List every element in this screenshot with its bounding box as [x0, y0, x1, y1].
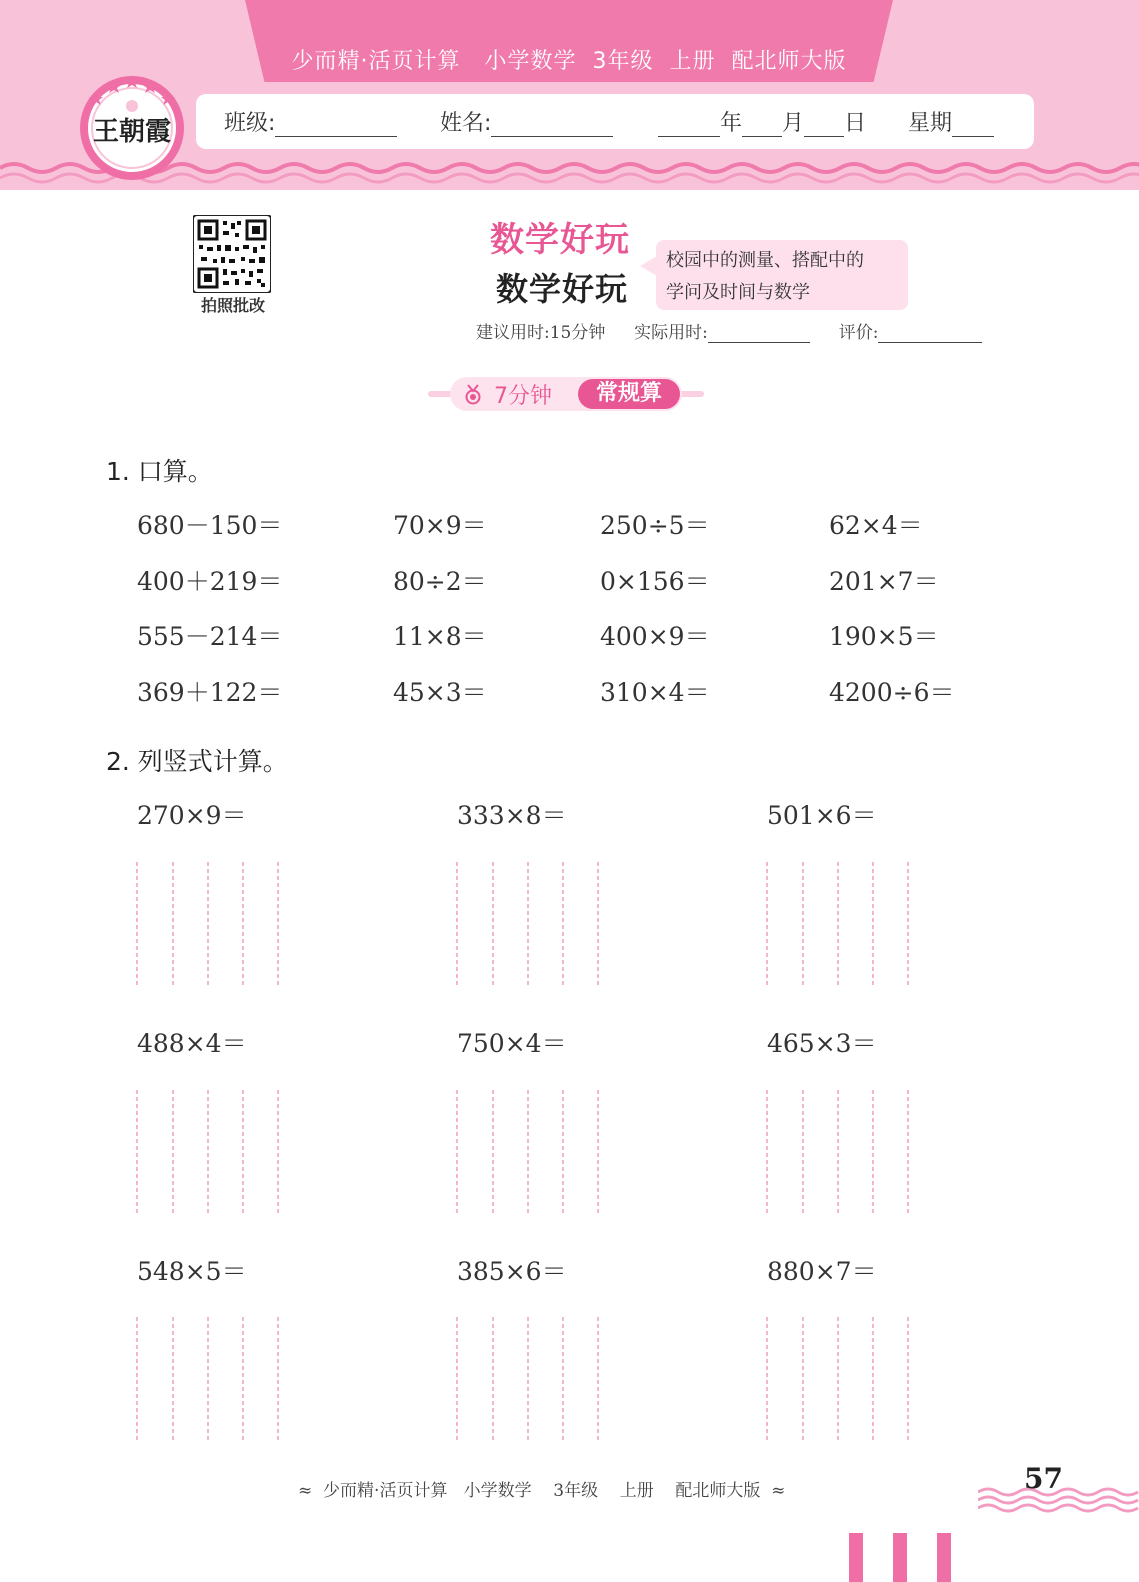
brand-logo [76, 70, 188, 182]
month-blank[interactable] [742, 114, 782, 137]
suggested-time: 建议用时:15分钟 [476, 323, 606, 343]
logo-text: 王朝霞 [92, 117, 172, 147]
timer-duration: 7分钟 [494, 384, 552, 409]
name-label: 姓名: [440, 111, 492, 136]
work-area-grid[interactable] [763, 1317, 913, 1441]
work-area-grid[interactable] [763, 1090, 913, 1214]
work-area-grid[interactable] [133, 1317, 283, 1441]
vertical-problem: 750×4＝ [457, 1029, 567, 1058]
oral-problem: 201×7＝ [829, 567, 939, 596]
oral-problem: 80÷2＝ [393, 567, 487, 596]
work-area-grid[interactable] [453, 1317, 603, 1441]
qr-caption: 拍照批改 [200, 296, 265, 315]
day-blank[interactable] [804, 114, 844, 137]
edge-tab-bar [893, 1533, 907, 1582]
month-label: 月 [782, 111, 805, 136]
topic-box-pointer [640, 256, 657, 276]
day-label: 日 [844, 111, 867, 136]
oral-problem: 4200÷6＝ [829, 678, 955, 707]
class-blank[interactable] [275, 114, 397, 137]
footer-series-text: ≈ 少而精·活页计算 小学数学 3年级 上册 配北师大版 ≈ [298, 1481, 786, 1501]
name-field[interactable] [440, 106, 613, 137]
topic-line-1: 校园中的测量、搭配中的 [666, 250, 864, 271]
work-area-grid[interactable] [453, 862, 603, 986]
qr-code[interactable] [193, 215, 271, 293]
oral-problem: 11×8＝ [393, 622, 487, 651]
oral-problem: 70×9＝ [393, 511, 487, 540]
work-area-grid[interactable] [133, 1090, 283, 1214]
vertical-problem: 385×6＝ [457, 1257, 567, 1286]
medal-icon [462, 383, 484, 405]
weekday-label: 星期 [908, 111, 953, 136]
oral-problem: 0×156＝ [600, 567, 710, 596]
work-area-grid[interactable] [453, 1090, 603, 1214]
date-field[interactable] [658, 106, 866, 137]
topic-line-2: 学问及时间与数学 [666, 282, 810, 303]
time-info [476, 318, 982, 343]
vertical-problem: 333×8＝ [457, 801, 567, 830]
vertical-problem: 270×9＝ [137, 801, 247, 830]
weekday-field[interactable] [908, 106, 994, 137]
header-subtitle: 少而精·活页计算 小学数学 3年级 上册 配北师大版 [291, 49, 847, 74]
vertical-problem: 880×7＝ [767, 1257, 877, 1286]
vertical-problem: 465×3＝ [767, 1029, 877, 1058]
year-blank[interactable] [658, 114, 720, 137]
class-field[interactable] [224, 106, 397, 137]
weekday-blank[interactable] [952, 114, 994, 137]
oral-problem: 190×5＝ [829, 622, 939, 651]
section-2-title: 2. 列竖式计算。 [106, 747, 288, 776]
vertical-problem: 501×6＝ [767, 801, 877, 830]
year-label: 年 [720, 111, 743, 136]
edge-tab-bar [849, 1533, 863, 1582]
oral-problem: 680－150＝ [137, 511, 283, 540]
oral-problem: 250÷5＝ [600, 511, 710, 540]
evaluation-blank[interactable] [878, 324, 982, 343]
edge-tab-bar [937, 1533, 951, 1582]
timer-tag: 常规算 [578, 379, 680, 409]
oral-problem: 400＋219＝ [137, 567, 283, 596]
oral-problem: 400×9＝ [600, 622, 710, 651]
work-area-grid[interactable] [763, 862, 913, 986]
evaluation-label: 评价: [838, 323, 879, 343]
vertical-problem: 548×5＝ [137, 1257, 247, 1286]
actual-time-blank[interactable] [708, 324, 810, 343]
topic-box [656, 240, 908, 310]
section-1-title: 1. 口算。 [106, 457, 213, 486]
work-area-grid[interactable] [133, 862, 283, 986]
unit-title: 数学好玩 [496, 270, 629, 308]
oral-problem: 555－214＝ [137, 622, 283, 651]
oral-problem: 310×4＝ [600, 678, 710, 707]
page-number: 57 [1024, 1462, 1063, 1495]
unit-title-pink: 数学好玩 [490, 220, 630, 260]
oral-problem: 369＋122＝ [137, 678, 283, 707]
name-blank[interactable] [491, 114, 613, 137]
class-label: 班级: [224, 111, 276, 136]
student-info-box [196, 94, 1034, 149]
actual-time-label: 实际用时: [634, 323, 708, 343]
oral-problem: 62×4＝ [829, 511, 923, 540]
vertical-problem: 488×4＝ [137, 1029, 247, 1058]
oral-problem: 45×3＝ [393, 678, 487, 707]
